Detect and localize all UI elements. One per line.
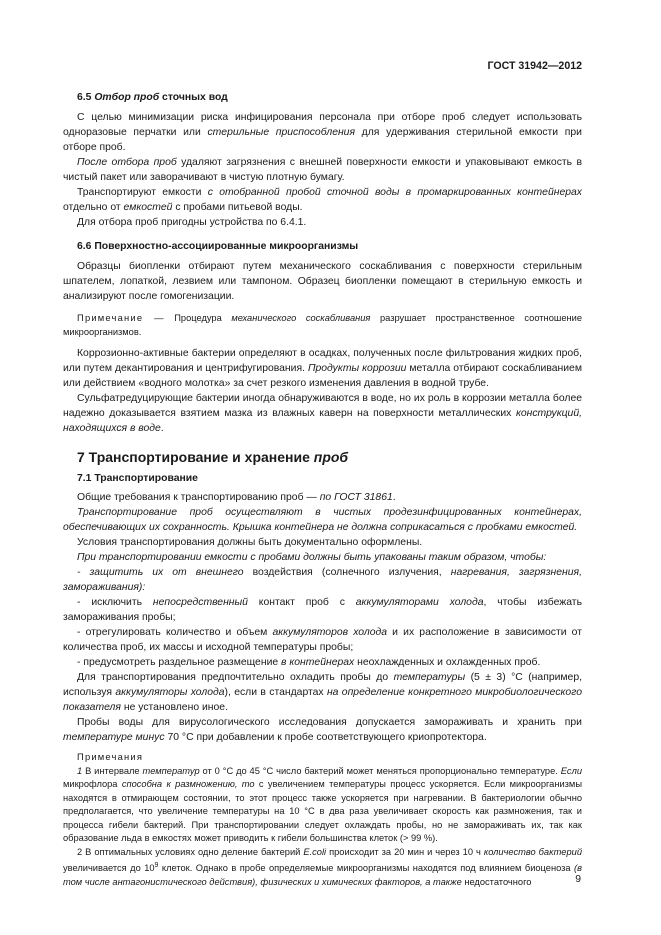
list-item: - отрегулировать количество и объем аккумуляторов холода и их расположение в зависимости от количества проб, их массы и исходной температуры пробы; [63, 627, 582, 653]
list-item: - защитить их от внешнего воздействия (солнечного излучения, нагревания, загрязнения, замораживания): [63, 567, 582, 593]
note-2: 2 В оптимальных условиях одно деление бактерий E.coli происходит за 20 мин и через 10 ч количество бактерий увеличивается до $10^9$ клеток. Однако в пробе определяемые микроорганизмы находятся под влиянием биоценоза (в том числе антагонистического действия), физических и химических факторов, а также недостаточного [63, 846, 582, 887]
paragraph: Коррозионно-активные бактерии определяют в осадках, полученных после фильтрования жидких проб, или путем декантирования и центрифугирования. Продукты коррозии металла отбирают соскабливанием или действием «водного молотка» за счет резкого изменения давления в водной трубе. [63, 348, 582, 389]
paragraph: При транспортировании емкости с пробами должны быть упакованы таким образом, чтобы: [77, 552, 547, 563]
paragraph: Пробы воды для вирусологического исследования допускается замораживать и хранить при температуре минус 70 °С при добавлении к пробе соответствующего криопротектора. [63, 717, 582, 743]
paragraph: Образцы биопленки отбирают путем механического соскабливания с поверхности стерильным шпателем, лопаткой, лезвием или тампоном. Образец биопленки помещают в стерильную емкость и анализируют после гомогенизации. [63, 261, 582, 302]
note: Примечание — Процедура механического соскабливания разрушает пространственное соотношение микроорганизмов. [63, 312, 582, 337]
paragraph: Транспортируют емкости с отобранной пробой сточной воды в промаркированных контейнерах отдельно от емкостей с пробами питьевой воды. [63, 187, 582, 213]
note-1: 1 В интервале температур от 0 °С до 45 °С число бактерий может меняться пропорционально температуре. Если микрофлора способна к размножению, то с увеличением температуры процесс ускоряется. Если микроорганизмы находятся в отмирающем состоянии, то этот процесс также ускоряется при нагревании. В бактериологии обычно предполагается, что увеличение температуры на 10 °С в два раза увеличивает скорость как размножения, так и процесса гибели бактерий. При транспортировании следует охлаждать пробы, но не замораживать их, так как образование льда в емкостях может приводить к гибели большинства клеток (> 99 %). [63, 765, 583, 843]
list-item: - предусмотреть раздельное размещение в контейнерах неохлажденных и охлажденных проб. [77, 657, 541, 668]
section-6-5-heading [63, 92, 582, 103]
paragraph: Транспортирование проб осуществляют в чистых продезинфицированных контейнерах, обеспечивающих их сохранность. Крышка контейнера не должна соприкасаться с пробками емкостей. [63, 507, 582, 533]
paragraph: Сульфатредуцирующие бактерии иногда обнаруживаются в воде, но их роль в коррозии металла более надежно доказывается взятием мазка из влажных каверн на поверхности металлических конструкций, находящихся в воде. [63, 393, 582, 434]
paragraph: После отбора проб удаляют загрязнения с внешней поверхности емкости и упаковывают емкость в чистый пакет или заворачивают в чистую плотную бумагу. [63, 157, 582, 183]
section-7-1-heading: 7.1 Транспортирование [77, 473, 198, 484]
page-number: 9 [575, 874, 581, 885]
paragraph: Общие требования к транспортированию проб — по ГОСТ 31861. [77, 492, 396, 503]
notes-label: Примечания [77, 751, 144, 762]
page-content [63, 92, 582, 889]
section-6-6-heading: 6.6 Поверхностно-ассоциированные микроорганизмы [77, 241, 359, 252]
paragraph: С целью минимизации риска инфицирования персонала при отборе проб следует использовать одноразовые перчатки или стерильные приспособления для удерживания стерильной емкости при отборе проб. [63, 112, 582, 153]
list-item: - исключить непосредственный контакт проб с аккумуляторами холода, чтобы избежать замораживания пробы; [63, 597, 582, 623]
section-title-rest: сточных вод [159, 92, 228, 103]
standard-header: ГОСТ 31942—2012 [487, 60, 582, 72]
section-number: 6.5 [77, 92, 92, 103]
paragraph: Для отбора проб пригодны устройства по 6.4.1. [77, 217, 307, 228]
paragraph: Условия транспортирования должны быть документально оформлены. [77, 537, 423, 548]
paragraph: Для транспортирования предпочтительно охладить пробы до температуры (5 ± 3) °С (например, используя аккумуляторы холода), если в стандартах на определение конкретного микробиологического показателя не установлено иное. [63, 672, 582, 713]
section-title-italic: Отбор проб [94, 92, 160, 103]
section-7-heading: 7 Транспортирование и хранение проб [77, 449, 349, 465]
